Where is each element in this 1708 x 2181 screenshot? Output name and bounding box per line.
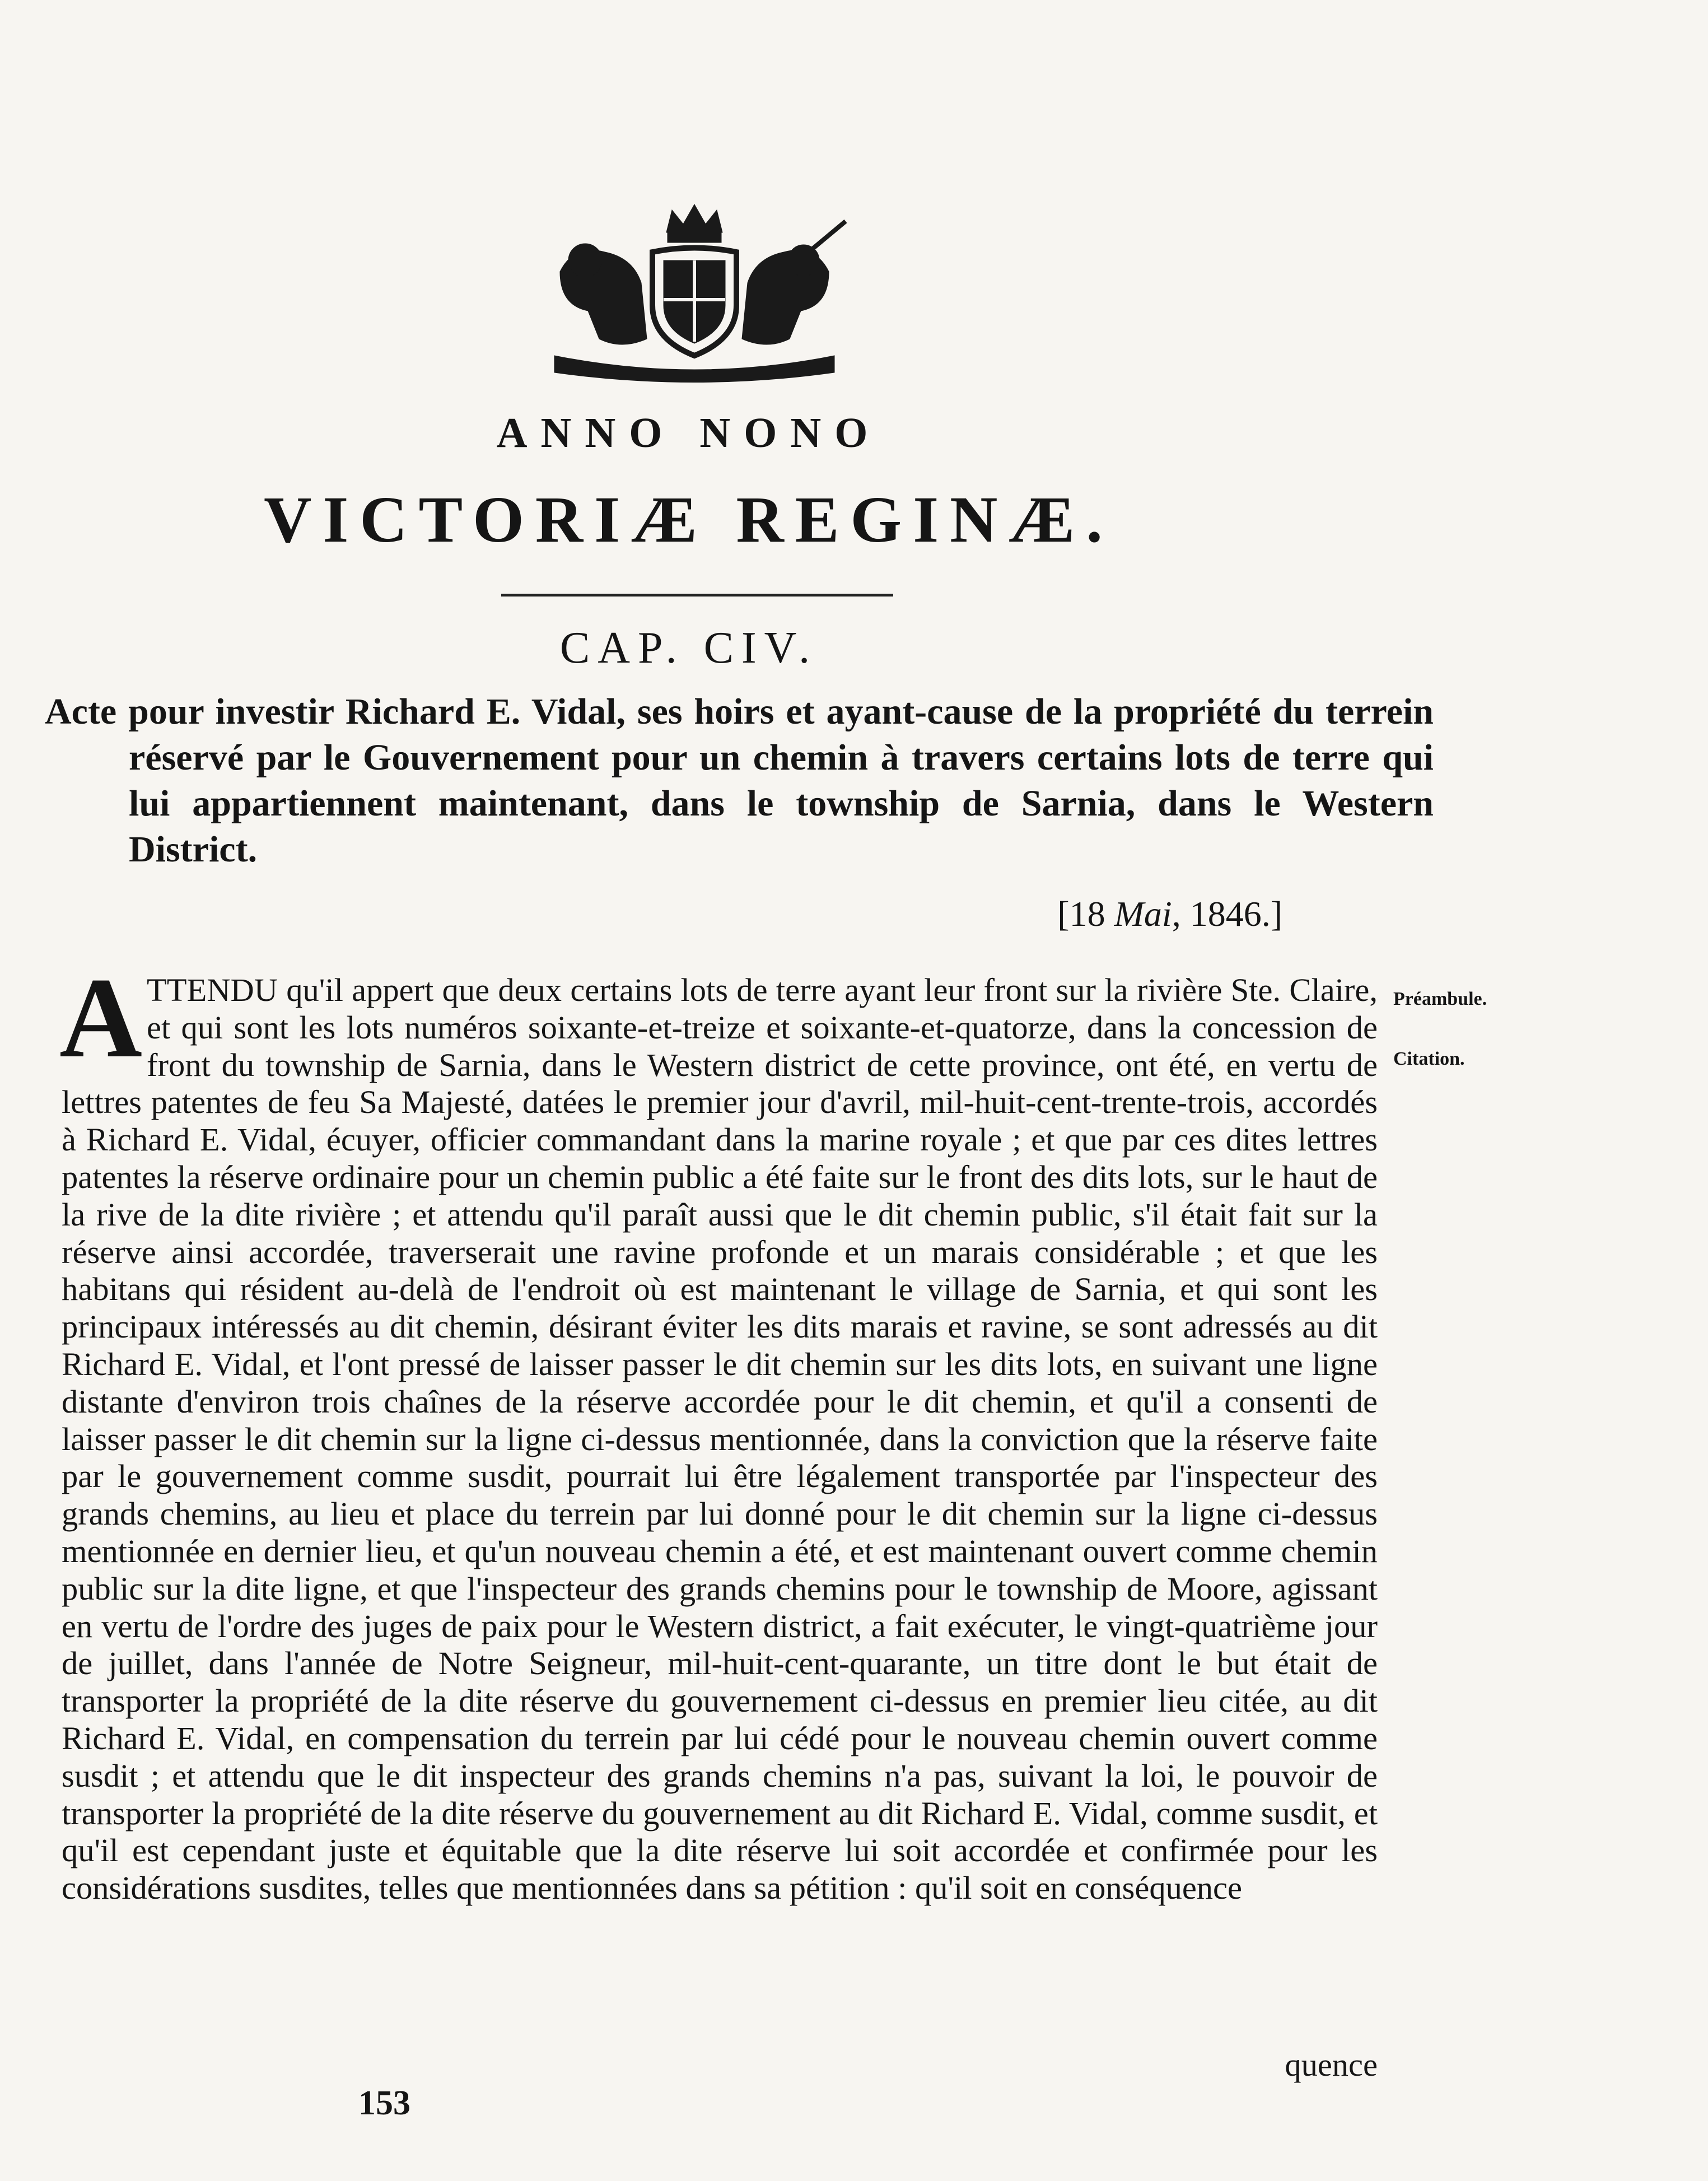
date-open: [18 [1057,894,1114,934]
body-text: TTENDU qu'il appert que deux certains lots de terre ayant leur front sur la rivière Ste. Claire, et qui sont les lots numéros soixante-et-treize et soixante-et-quatorze, dans la concession de front du township de Sarnia, dans le Western district de cette province, ont été, en vertu de lettres patentes de feu Sa Majesté, datées le premier jour d'avril, mil-huit-cent-trente-trois, accordés à Richard E. Vidal, écuyer, officier commandant dans la marine royale ; et que par ces dites lettres patentes la réserve ordinaire pour un chemin public a été faite sur le front des dits lots, sur le haut de la rive de la dite rivière ; et attendu qu'il paraît aussi que le dit chemin public, s'il était fait sur la réserve ainsi accordée, traverserait une ravine profonde et un marais considérable ; et que les habitans qui résident au-delà de l'endroit où est maintenant le village de Sarnia, et qui sont les principaux intéressés au dit chemin, désirant éviter les dits marais et ravine, se sont adressés au dit Richard E. Vidal, et l'ont pressé de laisser passer le dit chemin sur les dits lots, en suivant une ligne distante d'environ trois chaînes de la réserve accordée pour le dit chemin, et qu'il a consenti de laisser passer le dit chemin sur la ligne ci-dessus mentionnée, dans la conviction que la réserve faite par le gouvernement comme susdit, pourrait lui être légalement transportée par l'inspecteur des grands chemins, au lieu et place du terrein par lui donné pour le dit chemin sur la ligne ci-dessus mentionnée en dernier lieu, et qu'un nouveau chemin a été, et est maintenant ouvert comme chemin public sur la dite ligne, et que l'inspecteur des grands chemins pour le township de Moore, agissant en vertu de l'ordre des juges de paix pour le Western district, a fait exécuter, le vingt-quatrième jour de juillet, dans l'année de Notre Seigneur, mil-huit-cent-quarante, un titre dont le but était de transporter la propriété de la dite réserve du gouvernement ci-dessus en premier lieu citée, au dit Richard E. Vidal, en compensation du terrein par lui cédé pour le nouveau chemin ouvert comme susdit ; et attendu que le dit inspecteur des grands chemins n'a pas, suivant la loi, le pouvoir de transporter la propriété de la dite réserve du gouvernement au dit Richard E. Vidal, comme susdit, et qu'il est cependant juste et équitable que la dite réserve lui soit accordée et confirmée pour les considérations susdites, telles que mentionnées dans sa pétition : qu'il soit en conséquence [62,972,1378,1907]
act-body [59,954,1378,1907]
margin-note-citation: Citation. [1393,1048,1465,1069]
page-number: 153 [358,2084,410,2122]
regnal-year: ANNO NONO [496,409,881,456]
regnal-title: VICTORIÆ REGINÆ. [264,483,1114,556]
date-month: Mai [1114,894,1172,934]
margin-note-preamble: Préambule. [1393,989,1487,1009]
act-date [896,893,1282,935]
chapter-number: CAP. CIV. [559,623,818,673]
act-title: Acte pour investir Richard E. Vidal, ses hoirs et ayant-cause de la propriété du terrein réservé par le Gouvernement pour un chemin à travers certains lots de terre qui lui appartiennent maintenant, dans le township de Sarnia, dans le Western District. [45,691,1434,870]
drop-cap: A [59,954,143,1082]
royal-coat-of-arms-icon [521,199,868,389]
date-close: , 1846.] [1172,894,1282,934]
divider [501,594,893,596]
catchword: quence [1285,2047,1378,2083]
